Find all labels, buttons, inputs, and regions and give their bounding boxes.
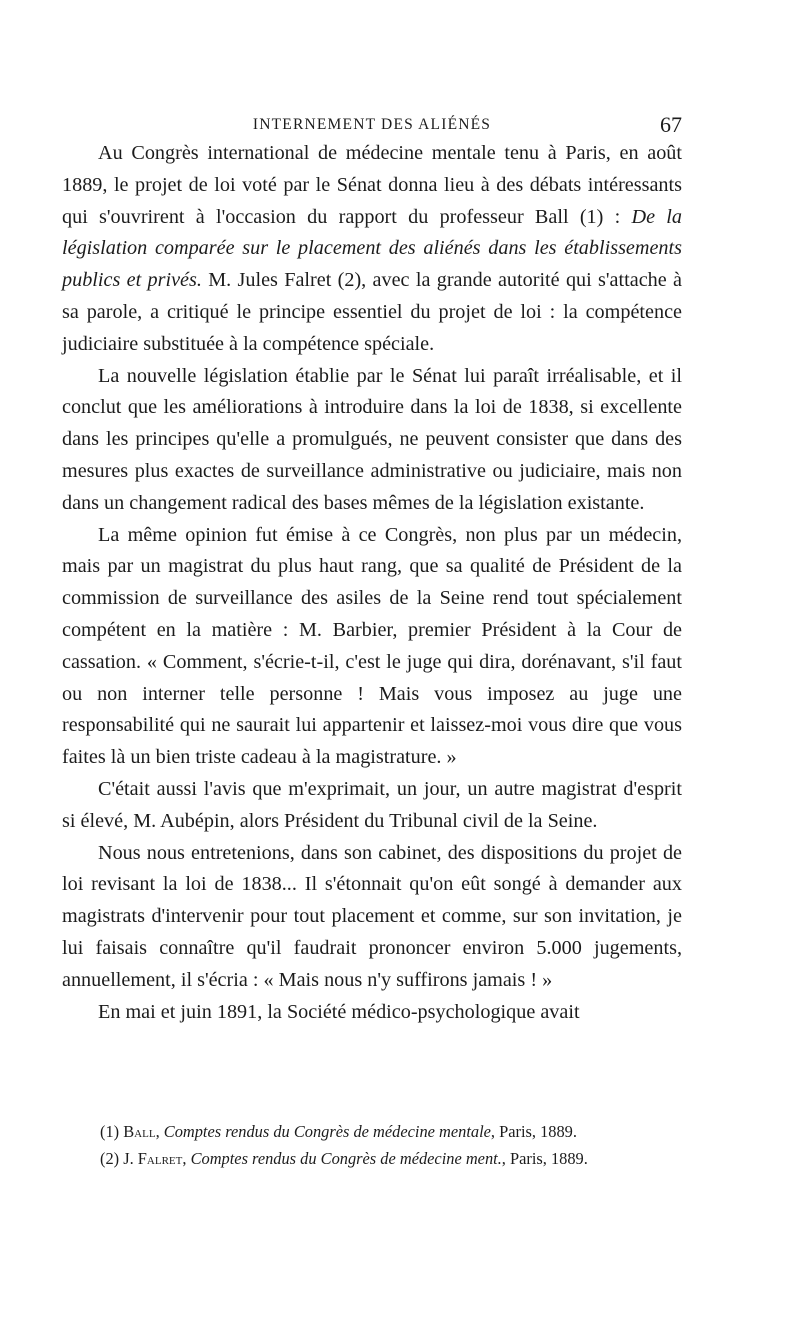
paragraph bbox=[62, 997, 682, 1029]
text-run: Au Congrès international de médecine mentale tenu à Paris, en août 1889, le projet de loi voté par le Sénat donna lieu à des débats intéressants qui s'ouvrirent à l'occasion du rapport du professeur Ball (1) : bbox=[62, 142, 682, 228]
text-run: La nouvelle législation établie par le Sénat lui paraît irréalisable, et il conclut que les améliorations à introduire dans la loi de 1838, si excellente dans les principes qu'elle a promulgués, ne peuvent consister que dans des mesures plus exactes de surveillance administrative ou judiciaire, mais non dans un changement radical des bases mêmes de la législation existante. bbox=[62, 364, 682, 514]
paragraph bbox=[62, 361, 682, 520]
text-run: C'était aussi l'avis que m'exprimait, un jour, un autre magistrat d'esprit si élevé, M. Aubépin, alors Président du Tribunal civil de la Seine. bbox=[62, 777, 682, 832]
text-run: M. Jules Falret (2), avec la grande autorité qui s'attache à sa parole, a critiqué le principe essentiel du projet de loi : la compétence judiciaire substituée à la compétence spéciale. bbox=[62, 269, 682, 355]
footnote-title: Comptes rendus du Congrès de médecine ment. bbox=[190, 1149, 502, 1168]
footnote: (1) Ball, Comptes rendus du Congrès de médecine mentale, Paris, 1889. bbox=[100, 1122, 577, 1141]
footnote-mark: (2) bbox=[100, 1149, 120, 1168]
paragraph bbox=[62, 838, 682, 997]
footnotes bbox=[62, 1118, 682, 1172]
text-run: En mai et juin 1891, la Société médico-psychologique avait bbox=[98, 1000, 580, 1023]
paragraph bbox=[62, 138, 682, 361]
text-run: Nous nous entretenions, dans son cabinet, des dispositions du projet de loi revisant la loi de 1838... Il s'étonnait qu'on eût songé à demander aux magistrats d'intervenir pour tout placement et comme, sur son invitation, je lui faisais connaître qu'il faudrait prononcer environ 5.000 jugements, annuellement, il s'écria : « Mais nous n'y suffirons jamais ! » bbox=[62, 841, 682, 991]
paragraph bbox=[62, 520, 682, 774]
running-title: INTERNEMENT DES ALIÉNÉS bbox=[252, 116, 492, 133]
footnote: (2) J. Falret, Comptes rendus du Congrès de médecine ment., Paris, 1889. bbox=[100, 1149, 588, 1168]
footnote-mark: (1) bbox=[100, 1122, 120, 1141]
paragraph bbox=[62, 774, 682, 838]
text-run: La même opinion fut émise à ce Congrès, non plus par un médecin, mais par un magistrat du plus haut rang, que sa qualité de Président de la commission de surveillance des asiles de la Seine rend tout spécialement compétent en la matière : M. Barbier, premier Président à la Cour de cassation. « Comment, s'écrie-t-il, c'est le juge qui dira, dorénavant, s'il faut ou non interner telle personne ! Mais vous imposez au juge une responsabilité qui ne saurait lui appartenir et laissez-moi vous dire que vous faites là un bien triste cadeau à la magistrature. » bbox=[62, 523, 682, 769]
body-text bbox=[62, 138, 682, 1028]
italic-title: De la législation comparée sur le placement des aliénés dans les établissements publics et privés. bbox=[62, 205, 682, 292]
page-header bbox=[62, 112, 682, 140]
footnote-author: Ball bbox=[123, 1122, 156, 1141]
page-number: 67 bbox=[660, 112, 682, 137]
footnote-title: Comptes rendus du Congrès de médecine mentale bbox=[163, 1122, 491, 1141]
footnote-tail: , Paris, 1889. bbox=[490, 1122, 577, 1141]
footnote-author: J. Falret bbox=[123, 1149, 183, 1168]
footnote-tail: , Paris, 1889. bbox=[501, 1149, 588, 1168]
